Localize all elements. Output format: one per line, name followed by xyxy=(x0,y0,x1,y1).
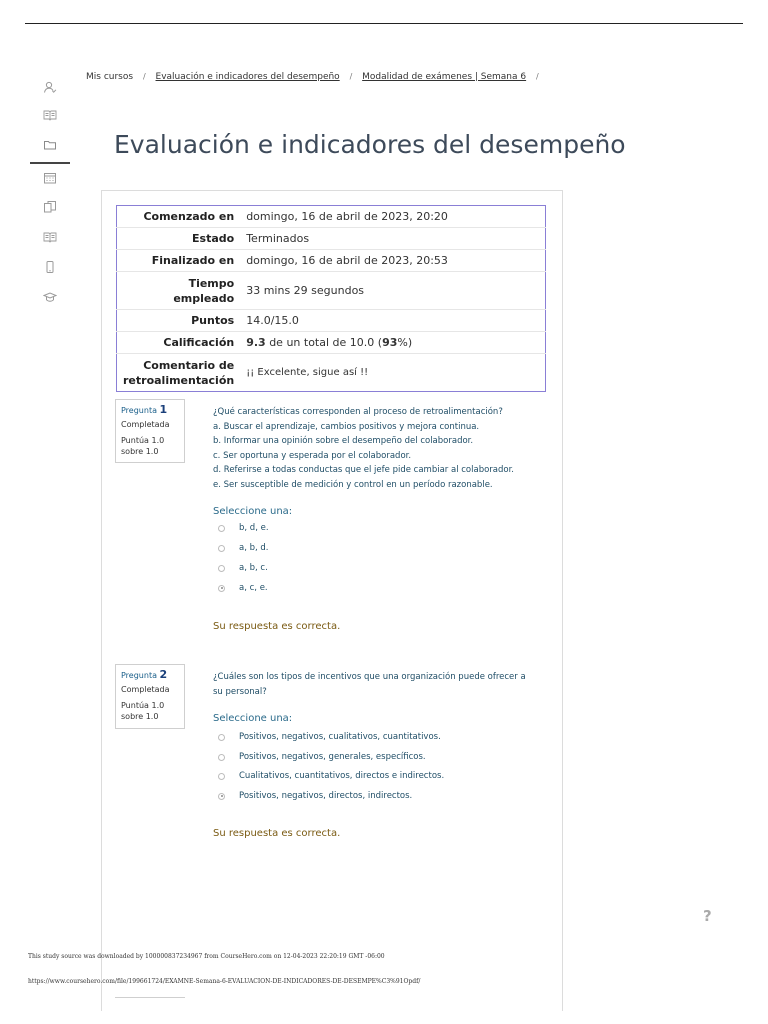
summary-row-points xyxy=(117,310,546,332)
grade-text: de un total de 10.0 ( xyxy=(265,336,383,349)
question-1-option[interactable] xyxy=(218,523,269,533)
option-label: Cualitativos, cuantitativos, directos e indirectos. xyxy=(239,771,445,781)
question-1-option[interactable] xyxy=(218,543,269,553)
calendar-icon[interactable] xyxy=(30,169,70,187)
summary-row-feedback xyxy=(117,354,546,392)
summary-row-state xyxy=(117,228,546,250)
summary-value: Terminados xyxy=(240,228,545,250)
radio-button[interactable] xyxy=(218,754,225,761)
summary-row-finished xyxy=(117,250,546,272)
summary-label: Puntos xyxy=(117,310,241,332)
summary-label-line: Tiempo xyxy=(188,276,235,290)
breadcrumb xyxy=(86,72,546,82)
question-2-prompt: Seleccione una: xyxy=(213,713,293,724)
radio-button-checked[interactable] xyxy=(218,585,225,592)
summary-label-line: Comentario de xyxy=(143,358,235,372)
question-grade: sobre 1.0 xyxy=(121,447,159,456)
summary-row-time xyxy=(117,272,546,310)
option-label: Positivos, negativos, directos, indirectos. xyxy=(239,791,413,801)
question-text-line: a. Buscar el aprendizaje, cambios positivos y mejora continua. xyxy=(213,421,480,432)
question-2-option[interactable] xyxy=(218,732,441,742)
question-2-text xyxy=(213,670,543,699)
summary-value: ¡¡ Excelente, sigue así !! xyxy=(240,354,545,392)
folder-icon[interactable] xyxy=(30,136,70,154)
radio-button-checked[interactable] xyxy=(218,793,225,800)
question-1-option[interactable] xyxy=(218,563,268,573)
question-2-option[interactable] xyxy=(218,771,444,781)
question-text-line: e. Ser susceptible de medición y control en un período razonable. xyxy=(213,479,493,490)
question-grade: Puntúa 1.0 xyxy=(121,436,165,445)
option-label: Positivos, negativos, cualitativos, cuantitativos. xyxy=(239,732,441,742)
question-index: 2 xyxy=(159,668,168,681)
attempt-summary-table xyxy=(116,205,546,392)
sidebar-active-indicator xyxy=(30,162,70,164)
radio-button[interactable] xyxy=(218,773,225,780)
summary-row-grade xyxy=(117,332,546,354)
question-text-line: ¿Cuáles son los tipos de incentivos que una organización puede ofrecer a xyxy=(213,672,526,682)
user-icon[interactable] xyxy=(30,78,70,96)
summary-label: Estado xyxy=(117,228,241,250)
breadcrumb-section-link[interactable]: Modalidad de exámenes | Semana 6 xyxy=(362,72,527,82)
grade-text-end: %) xyxy=(397,336,413,349)
summary-label-line: empleado xyxy=(173,291,235,305)
mobile-icon[interactable] xyxy=(30,258,70,276)
question-2-option[interactable] xyxy=(218,752,426,762)
question-1-info xyxy=(115,399,185,463)
breadcrumb-separator: / xyxy=(535,72,539,81)
summary-label xyxy=(117,354,241,392)
grade-percent: 93 xyxy=(382,336,398,349)
question-2-option-selected[interactable] xyxy=(218,791,412,801)
radio-button[interactable] xyxy=(218,545,225,552)
question-state: Completada xyxy=(121,685,170,694)
summary-value xyxy=(240,332,545,354)
summary-label: Finalizado en xyxy=(117,250,241,272)
question-number xyxy=(121,669,180,681)
summary-label: Comenzado en xyxy=(143,210,235,223)
download-notice: This study source was downloaded by 100000837234967 from CourseHero.com on 12-04-2023 22:20:19 GMT -06:00 xyxy=(28,953,385,960)
breadcrumb-course-link[interactable]: Evaluación e indicadores del desempeño xyxy=(155,72,340,82)
option-label: a, c, e. xyxy=(239,583,268,593)
question-1-option-selected[interactable] xyxy=(218,583,268,593)
summary-value: domingo, 16 de abril de 2023, 20:53 xyxy=(240,250,545,272)
question-1-feedback: Su respuesta es correcta. xyxy=(213,621,341,632)
help-button[interactable]: ? xyxy=(703,907,712,925)
question-index: 1 xyxy=(159,403,168,416)
radio-button[interactable] xyxy=(218,565,225,572)
radio-button[interactable] xyxy=(218,734,225,741)
summary-label xyxy=(117,272,241,310)
question-2-feedback: Su respuesta es correcta. xyxy=(213,828,341,839)
summary-label: Calificación xyxy=(117,332,241,354)
question-label: Pregunta xyxy=(121,406,157,415)
library-icon[interactable] xyxy=(30,228,70,246)
question-text-line: d. Referirse a todas conductas que el jefe pide cambiar al colaborador. xyxy=(213,465,515,475)
question-label: Pregunta xyxy=(121,671,157,680)
breadcrumb-separator: / xyxy=(349,72,353,81)
source-url[interactable]: https://www.coursehero.com/file/199661724/EXAMNE-Semana-6-EVALUACION-DE-INDICADORES-DE-DESEMPE%C3%91Opdf/ xyxy=(28,978,421,985)
question-1-prompt: Seleccione una: xyxy=(213,506,293,517)
question-state: Completada xyxy=(121,420,170,429)
breadcrumb-home[interactable]: Mis cursos xyxy=(86,72,134,82)
graduation-cap-icon[interactable] xyxy=(30,288,70,306)
question-grade: Puntúa 1.0 xyxy=(121,701,165,710)
question-text-line: c. Ser oportuna y esperada por el colaborador. xyxy=(213,450,412,461)
copy-icon[interactable] xyxy=(30,198,70,216)
option-label: Positivos, negativos, generales, específicos. xyxy=(239,752,426,762)
next-question-edge xyxy=(115,997,185,998)
question-text-line: ¿Qué características corresponden al proceso de retroalimentación? xyxy=(213,407,503,417)
question-number xyxy=(121,404,180,416)
question-1-text xyxy=(213,405,543,492)
question-text-line: b. Informar una opinión sobre el desempeño del colaborador. xyxy=(213,436,474,446)
grade-score: 9.3 xyxy=(246,336,266,349)
option-label: a, b, d. xyxy=(239,543,269,553)
option-label: b, d, e. xyxy=(239,523,269,533)
book-icon[interactable] xyxy=(30,106,70,124)
radio-button[interactable] xyxy=(218,525,225,532)
summary-value: 14.0/15.0 xyxy=(240,310,545,332)
page-title: Evaluación e indicadores del desempeño xyxy=(114,130,626,159)
summary-value: 33 mins 29 segundos xyxy=(240,272,545,310)
question-2-info xyxy=(115,664,185,729)
question-grade: sobre 1.0 xyxy=(121,712,159,721)
summary-row-started xyxy=(117,206,546,228)
summary-label-line: retroalimentación xyxy=(123,373,235,387)
question-text-line: su personal? xyxy=(213,686,267,697)
option-label: a, b, c. xyxy=(239,563,268,573)
summary-value: domingo, 16 de abril de 2023, 20:20 xyxy=(246,210,448,223)
top-divider xyxy=(25,23,743,24)
breadcrumb-separator: / xyxy=(142,72,146,81)
